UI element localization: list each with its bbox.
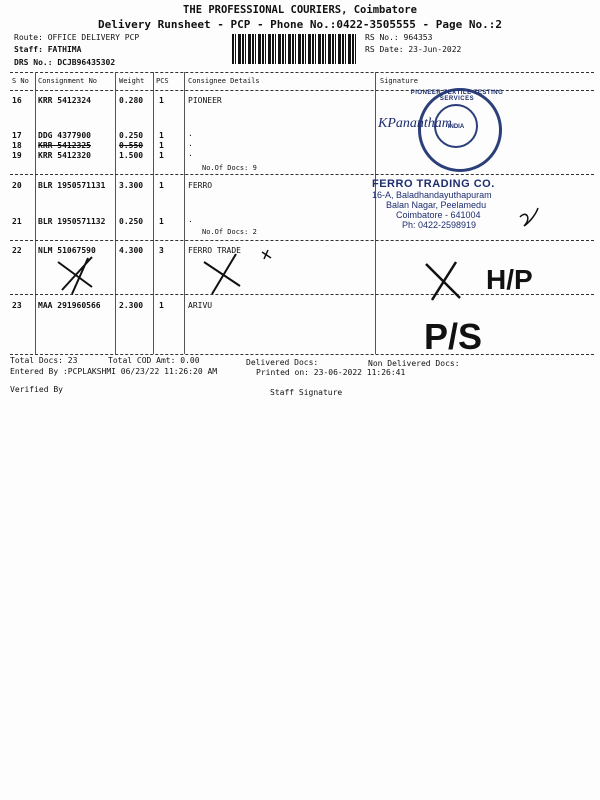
cross-mark xyxy=(262,250,271,259)
handwritten-hp: H/P xyxy=(486,264,533,295)
col-header-sno: S No xyxy=(12,77,29,85)
company-title: THE PROFESSIONAL COURIERS, Coimbatore xyxy=(183,4,417,16)
table-row-consignee: . xyxy=(188,139,193,148)
table-row-weight: 4.300 xyxy=(119,246,144,255)
table-row-consignment: NLM 51067590 xyxy=(38,246,96,255)
col-header-signature: Signature xyxy=(380,77,418,85)
table-row-consignment: KRR 5412325 xyxy=(38,141,91,150)
pioneer-signature: KPanantham xyxy=(378,116,452,131)
cross-mark xyxy=(426,262,460,300)
table-row-pcs: 1 xyxy=(159,131,164,140)
table-row-sno: 22 xyxy=(12,246,22,255)
table-row-pcs: 1 xyxy=(159,301,164,310)
table-row-pcs: 1 xyxy=(159,181,164,190)
route-label: Route: OFFICE DELIVERY PCP xyxy=(14,33,140,42)
table-row-consignee: ARIVU xyxy=(188,301,213,310)
non-delivered-docs: Non Delivered Docs: xyxy=(368,359,460,368)
table-row-sno: 19 xyxy=(12,151,22,160)
printed-on: Printed on: 23-06-2022 11:26:41 xyxy=(256,368,406,377)
signature-mark xyxy=(520,208,538,226)
ferro-stamp-name: FERRO TRADING CO. xyxy=(372,178,495,190)
cross-mark xyxy=(58,257,92,294)
table-row-sno: 17 xyxy=(12,131,22,140)
table-row-pcs: 3 xyxy=(159,246,164,255)
docs-count: No.Of Docs: 9 xyxy=(202,164,257,172)
table-row-consignment: MAA 291960566 xyxy=(38,301,101,310)
col-header-pcs: PCS xyxy=(156,77,169,85)
table-row-weight: 2.300 xyxy=(119,301,144,310)
table-row-consignee: FERRO TRADE xyxy=(188,246,241,255)
rs-date: RS Date: 23-Jun-2022 xyxy=(365,45,462,54)
table-row-sno: 16 xyxy=(12,96,22,105)
table-row-consignment: KRR 5412324 xyxy=(38,96,91,105)
table-row-weight: 3.300 xyxy=(119,181,144,190)
pioneer-stamp-country: INDIA xyxy=(447,124,465,130)
cross-mark xyxy=(204,254,240,294)
table-row-pcs: 1 xyxy=(159,141,164,150)
table-row-consignment: BLR 1950571131 xyxy=(38,181,106,190)
table-row-consignment: DDG 4377900 xyxy=(38,131,91,140)
table-row-weight: 0.250 xyxy=(119,217,144,226)
table-row-consignee: . xyxy=(188,149,193,158)
pioneer-stamp-text: PIONEER TEXTILE TESTING SERVICES xyxy=(410,90,504,102)
total-cod: Total COD Amt: 0.00 xyxy=(108,356,200,365)
table-row-sno: 21 xyxy=(12,217,22,226)
table-row-sno: 23 xyxy=(12,301,22,310)
col-header-consignee: Consignee Details xyxy=(188,77,260,85)
table-row-consignment: KRR 5412320 xyxy=(38,151,91,160)
handwritten-ps: P/S xyxy=(424,316,483,357)
table-row-weight: 1.500 xyxy=(119,151,144,160)
staff-label: Staff: FATHIMA xyxy=(14,45,82,54)
ferro-stamp-address: Balan Nagar, Peelamedu xyxy=(386,200,487,210)
table-row-pcs: 1 xyxy=(159,151,164,160)
table-row-weight: 0.250 xyxy=(119,131,144,140)
table-row-pcs: 1 xyxy=(159,217,164,226)
table-row-consignee: FERRO xyxy=(188,181,213,190)
ferro-stamp-address: 16-A, Baladhandayuthapuram xyxy=(372,190,492,200)
table-row-consignee: . xyxy=(188,215,193,224)
verified-by: Verified By xyxy=(10,385,63,394)
entered-by: Entered By :PCPLAKSHMI 06/23/22 11:26:20 AM xyxy=(10,367,218,376)
table-row-weight: 0.280 xyxy=(119,96,144,105)
ferro-stamp-phone: Ph: 0422-2598919 xyxy=(402,220,477,230)
table-row-weight: 0.550 xyxy=(119,141,144,150)
table-row-sno: 18 xyxy=(12,141,22,150)
col-header-weight: Weight xyxy=(119,77,145,85)
ferro-stamp-city: Coimbatore - 641004 xyxy=(396,210,481,220)
table-row-consignee: . xyxy=(188,129,193,138)
runsheet-subtitle: Delivery Runsheet - PCP - Phone No.:0422-3505555 - Page No.:2 xyxy=(98,18,502,31)
staff-signature: Staff Signature xyxy=(270,388,343,397)
table-row-sno: 20 xyxy=(12,181,22,190)
table-row-pcs: 1 xyxy=(159,96,164,105)
table-row-consignee: PIONEER xyxy=(188,96,222,105)
table-row-consignment: BLR 1950571132 xyxy=(38,217,106,226)
docs-count: No.Of Docs: 2 xyxy=(202,228,257,236)
col-header-consignment: Consignment No xyxy=(38,77,98,85)
rs-number: RS No.: 964353 xyxy=(365,33,433,42)
drs-number: DRS No.: DCJB96435302 xyxy=(14,58,116,67)
total-docs: Total Docs: 23 xyxy=(10,356,78,365)
delivered-docs: Delivered Docs: xyxy=(246,358,319,367)
